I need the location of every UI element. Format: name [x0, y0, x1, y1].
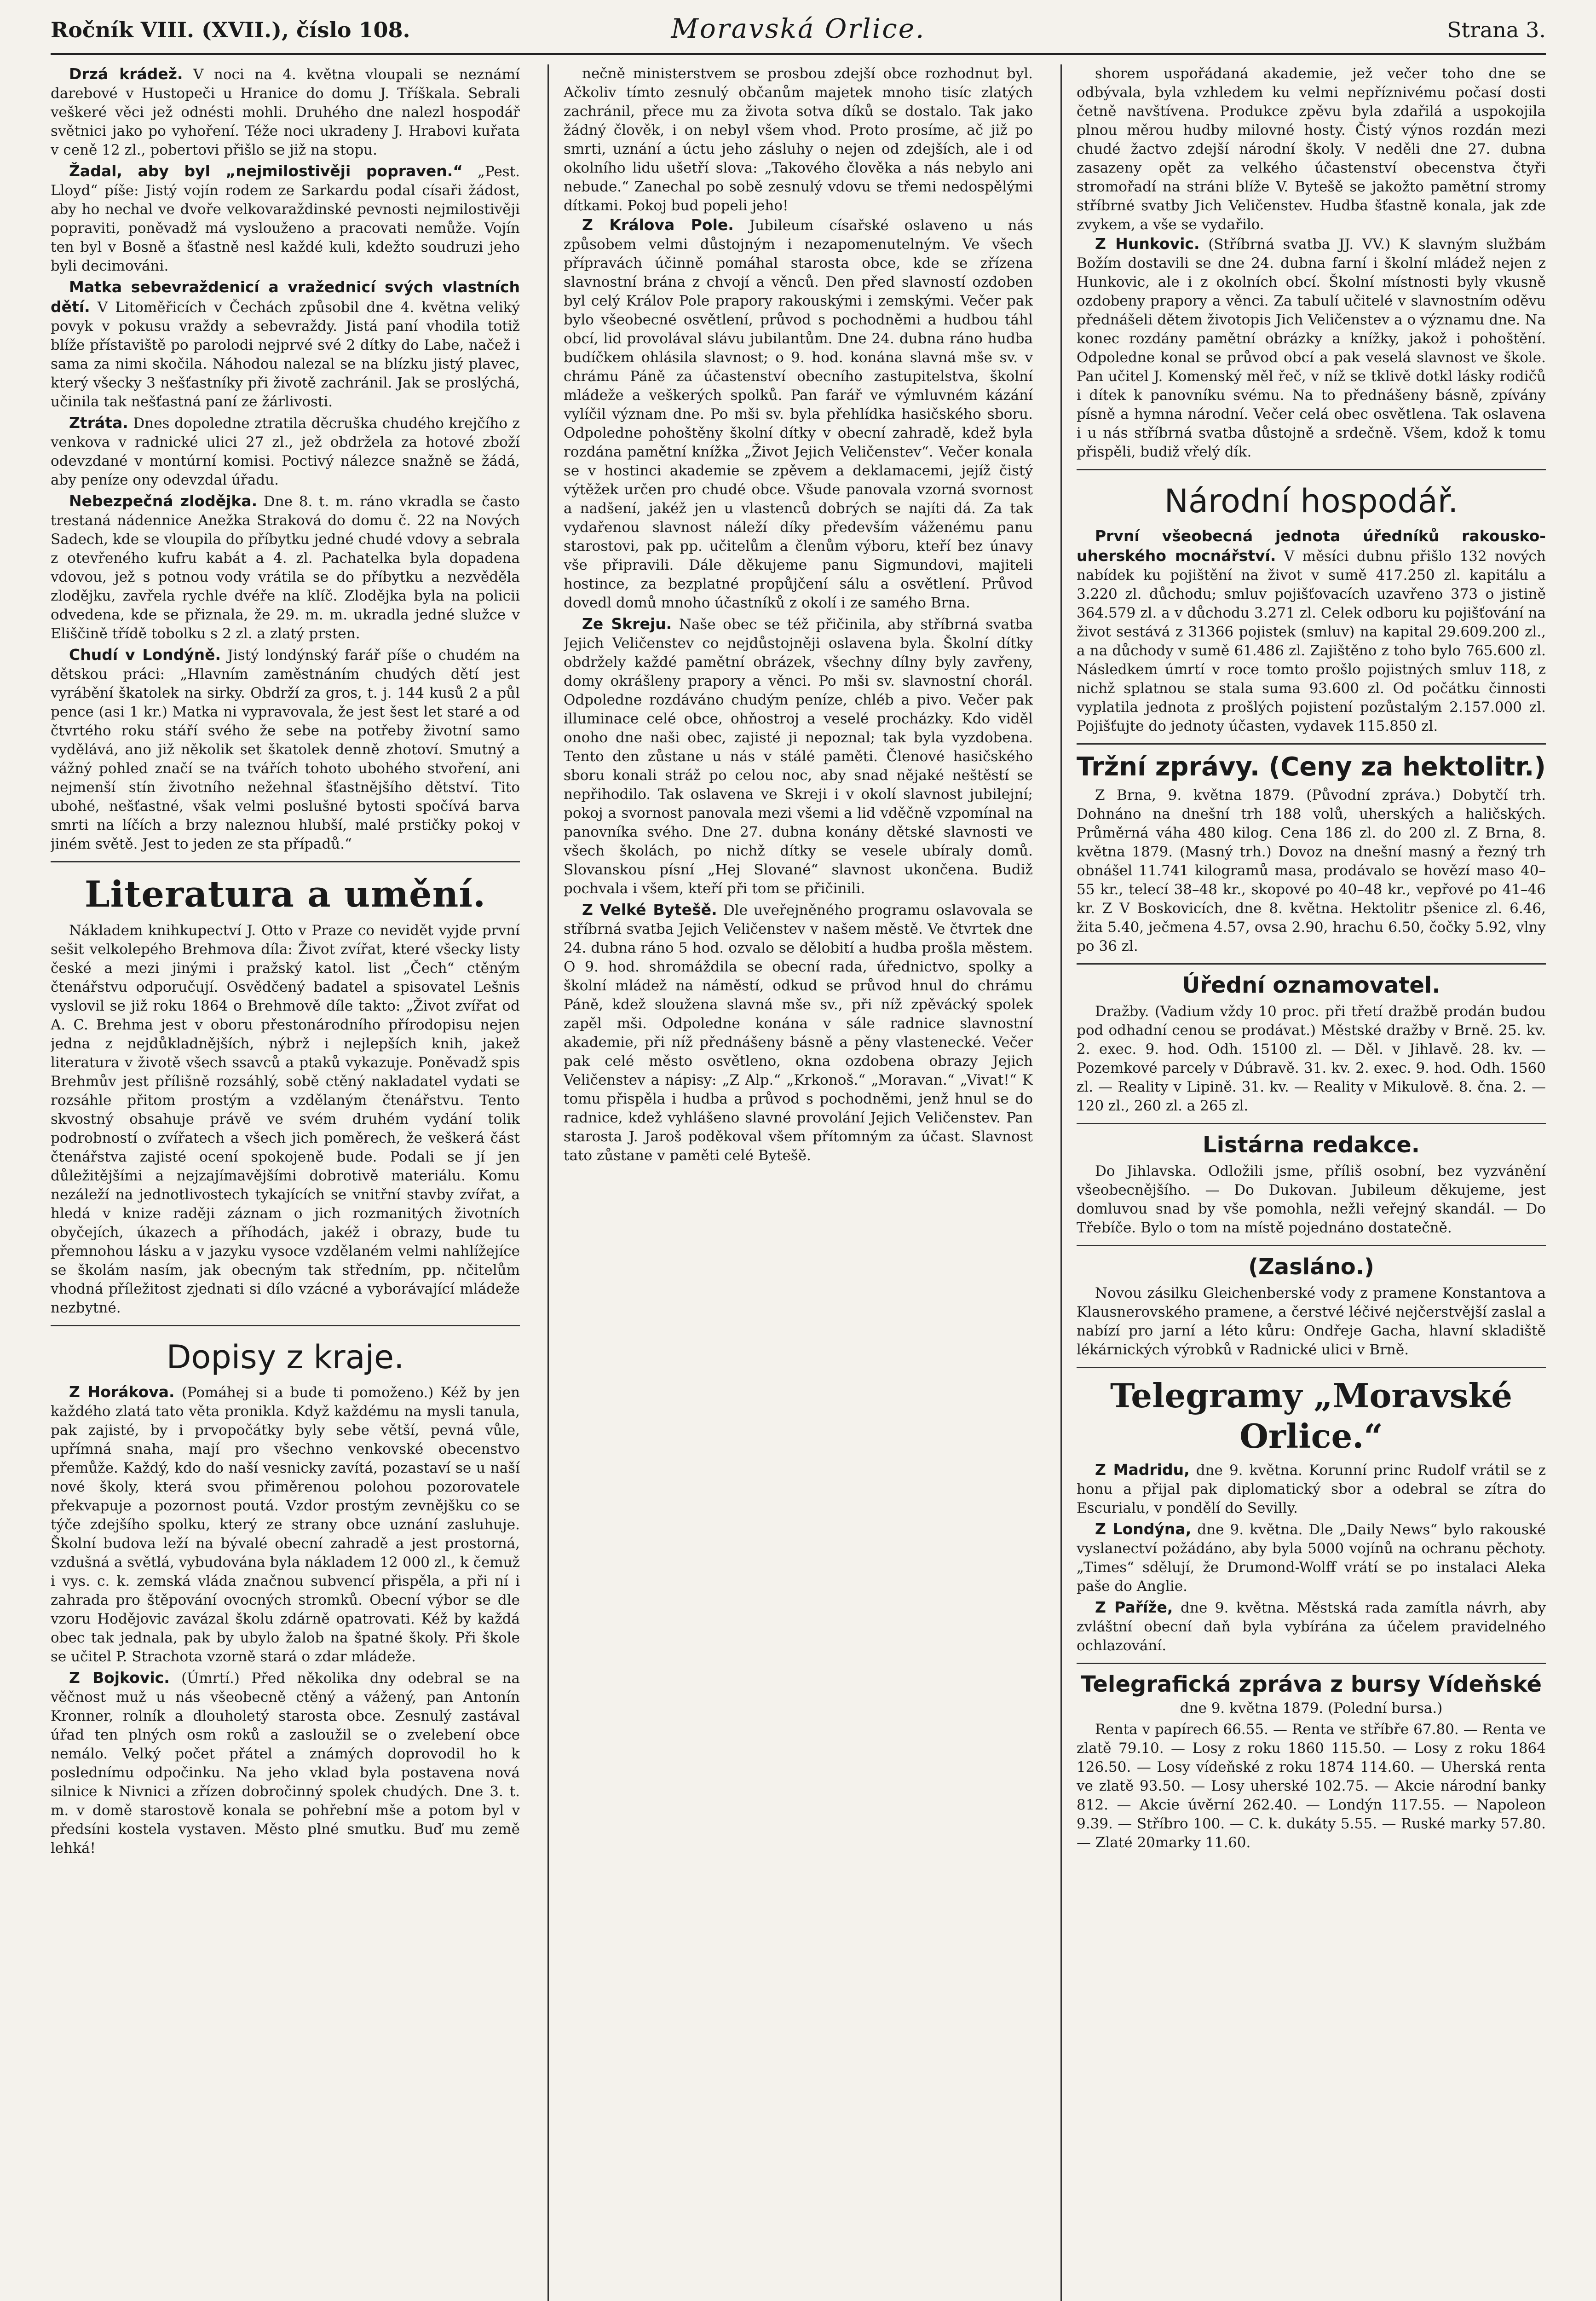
news-item-text: V Litoměřicích v Čechách způsobil dne 4. května veliký povyk v pokusu vraždy a sebevraždy. Jistá paní vhodila totiž blíže přístaviště po parolodi nejprvé své 2 dítky do Labe, načež i sama za nimi skočila. Náhodou nalezal se na blízku jistý plavec, který všecky 3 nešťastníky při životě zachránil. Jak se proslýchá, učinila tak nešťastná paní ze žárlivosti. — [51, 299, 520, 410]
editorial-mailbox-text: Do Jihlavska. Odložili jsme, příliš osobní, bez vyzvánění všeobecnějšího. — Do Dukovan. Jubileum děkujeme, jest domluvou snad by vše pomohla, nežli veřejný skandál. — Do Třebíče. Bylo o tom na místě pojednáno dostatečně. — [1077, 1163, 1546, 1236]
continued-text: shorem uspořádaná akademie, jež večer toho dne se odbývala, byla vzhledem ku velmi nepříznivému počasí dosti četně navštívena. Produkce zpěvu byla zdařilá a uspokojila plnou měrou hudby milovné hosty. Čistý výnos rozdán mezi chudé žactvo zdejší národní školy. V neděli dne 27. dubna zasazeny opět za velkého účastenství obecenstva čtyři stromořadí na stráni blíže V. Bytešě se jakožto pamětní stromy stříbrné svatby Jich Veličenstev. Hudba šťastně konala, jak zde zvykem, a vše se vydařilo. — [1077, 65, 1546, 233]
letter-text: Dle uveřejněného programu oslavovala se stříbrná svatba Jejich Veličenstev v našem městě. Ve čtvrtek dne 24. dubna ráno 5 hod. ozvalo se dělobití a hudba prošla městem. O 9. hod. shromáždila se obecní rada, úřednictvo, spolky a školní mládež na náměstí, odkud se průvod hnul do chrámu Páně, kdež sloužena slavná mše sv., při níž zpěvácký spolek zapěl mši. Odpoledne konána v sále radnice slavnostní akademie, při níž přednášeny básně a pěny vlastenecké. Večer pak celé město osvětleno, okna ozdobena obrazy Jejich Veličenstev a nápisy: „Z Alp.“ „Krkonoš.“ „Moravan.“ „Vivat!“ K tomu přispěla i hudba a průvod s pochodněmi, jenž hnul se do radnice, kdež vyhlášeno slavné provolání Jejich Veličenstev. Pan starosta J. Jaroš poděkoval všem přítomným za účast. Slavnost tato zůstane v paměti celé Bytešě. — [564, 902, 1033, 1164]
section-divider — [51, 861, 520, 862]
section-divider — [1077, 469, 1546, 470]
news-item-title: Nebezpečná zlodějka. — [69, 492, 258, 510]
letter-text: (Pomáhej si a bude ti pomoženo.) Kéž by jen každého zlatá tato věta pronikla. Když každému na mysli tanula, pak zajisté, by i prvopočátky byly sebe větší, pevná vůle, upřímná snaha, mají pro všechno venkovské obecenstvo přemůže. Každý, kdo do naší vesnicky zavítá, pozastaví se u naší nové školy, která svou přiměrenou polohou pozorovatele překvapuje a pozornost poutá. Vzdor prostým zevnějšku co se týče zdejšího spolku, který ze strany obce uznání zasluhuje. Školní budova leží na bývalé obecní zahradě a jest prostorná, vzdušná a světlá, vybudována byla nákladem 12 000 zl., k čemuž i vys. c. k. zemská vláda značnou subvencí přispěla, a při ní i zahrada pro štěpování ovocných stromků. Obecní výbor se dle vzoru Hodějovic zavázal školu zdárně opatrovati. Kéž by každá obec tak jednala, pak by ubylo žalob na špatné školy. Při škole se učitel P. Strachota vzorně stará o zdar mládeže. — [51, 1384, 520, 1665]
column-divider — [547, 64, 549, 2301]
news-item-title: Chudí v Londýně. — [69, 646, 221, 664]
letter-place: Ze Skreju. — [582, 615, 672, 633]
letter-text: Naše obec se též přičinila, aby stříbrná svatba Jejich Veličenstev co nejdůstojněji oslavena byla. Školní dítky obdržely každé pamětní obrázek, všechny dílny byly zavřeny, domy okrášleny prapory a věnci. Po mši sv. slavnostní chorál. Odpoledne rozdáváno chudým peníze, chléb a pivo. Večer pak illuminace celé obce, ohňostroj a veselé procházky. Kdo viděl onoho dne naši obec, zajisté ji nepoznal; tak byla vyzdobena. Tento den zůstane u nás v stálé paměti. Členové hasičského sboru konali stráž po celou noc, aby snad nějaké neštěstí se nepřihodilo. Tak oslavena ve Skreji i v okolí slavnost jubilejní; pokoj a svornost panovala mezi všemi a lid vděčně vzpomínal na panovníka svého. Dne 27. dubna konány dětské slavnosti ve všech školách, po nichž dítky se vesele ubíraly domů. Slovanskou písní „Hej Slované“ slavnost ukončena. Budiž pochvala i všem, kteří při tom se přičinili. — [564, 616, 1033, 897]
news-item — [51, 278, 520, 411]
continued-text: nečně ministerstvem se prosbou zdejší obce rozhodnut byl. Ačkoliv tímto zesnulý občanům majetek mnoho tisíc zlatých zachránil, přece mu za života sotva díků se dostalo. Tak jako žádný člověk, i on nebyl všem vhod. Proto prosíme, ač již po smrti, uznání a úctu jeho zásluhy o nejen od zdejších, ale i od okolního lidu ušetří slova: „Takového člověka a nás nebylo ani nebude.“ Zanechal po sobě zesnulý vdovu se třemi nedospělými dítkami. Pokoj bud popeli jeho! — [564, 65, 1033, 214]
telegram-place: Z Paříže, — [1095, 1598, 1173, 1616]
letter-place: Z Horákova. — [69, 1383, 175, 1401]
news-item — [51, 491, 520, 643]
column-1 — [51, 64, 520, 2301]
stock-exchange-date: dne 9. května 1879. (Polední bursa.) — [1180, 1700, 1443, 1717]
section-divider — [1077, 743, 1546, 745]
telegrams-title: Telegramy „Moravské Orlice.“ — [1110, 1376, 1513, 1456]
section-divider — [51, 1325, 520, 1326]
news-item-text: V noci na 4. května vloupali se neznámí darebové v Hustopeči u Hranice do domu J. Tříškala. Sebrali veškeré věci jež odnésti mohli. Druhého dne nalezl hospodář světnici jako po vyhoření. Téže noci ukradeny J. Hrabovi kuřata v ceně 12 zl., pobertovi přišlo se již na stopu. — [51, 66, 520, 158]
market-title: Tržní zprávy. (Ceny za hektolitr.) — [1077, 752, 1546, 782]
news-item-text: Dnes dopoledne ztratila děcruška chudého krejčího z venkova v radnické ulici 27 zl., jež obdržela za hotové zboží odevzdané v montúrní komisi. Poctivý nálezce snažně se žádá, aby peníze ony odevzdal úřadu. — [51, 415, 520, 488]
sent-in-title: (Zasláno.) — [1248, 1254, 1374, 1280]
editorial-mailbox-title: Listárna redakce. — [1202, 1132, 1420, 1158]
column-2 — [564, 64, 1033, 2301]
sent-in-text: Novou zásilku Gleichenberské vody z pramene Konstantova a Klausnerovského pramene, a čerstvé léčivé nejčerstvější zaslal a nabízí pro jarní a léto kůru: Ondřeje Gacha, hlavní skladiště lékárnických výrobků v Radnické ulici v Brně. — [1077, 1285, 1546, 1358]
news-item-text: Dne 8. t. m. ráno vkradla se často trestaná nádennice Anežka Straková do domu č. 22 na Nových Sadech, kde se vloupila do příbytku jedné chudé vdovy a sebrala z otevřeného kufru kabát a 4. zl. Pachatelka byla dopadena vdovou, jež s potnou vody vrátila se do příbytku a nezvěděla zlodějku, zavřela rychle dvéře na klíč. Zlodějka byla na policii odvedena, kde se přiznala, že 29. m. m. ukradla jedné služce v Eliščině třídě tobolku s 2 zl. a zlatý prsten. — [51, 493, 520, 642]
letter-text: (Úmrtí.) Před několika dny odebral se na věčnost muž u nás všeobecně ctěný a vážený, pan Antonín Kronner, rolník a dlouholetý starosta obce. Zesnulý zastával úřad ten plných osm roků a zasloužil se o zvelebení obce nemálo. Velký počet přátel a známých doprovodil ho k poslednímu odpočinku. Na jeho vklad byla postavena nová silnice k Nivnici a zřízen dobročinný spolek chudých. Dne 3. t. m. v domě starostově konala se pohřební mše a potom byl v předsíni kostela vystaven. Město plné smutku. Buď mu země lehká! — [51, 1670, 520, 1856]
news-item-title: Ztráta. — [69, 414, 128, 432]
letter-item — [564, 614, 1033, 898]
telegram-place: Z Madridu, — [1095, 1461, 1190, 1479]
newspaper-title: Moravská Orlice. — [671, 13, 926, 44]
letter-item — [1077, 234, 1546, 462]
section-divider — [1077, 963, 1546, 965]
news-item-title: Žadal, aby byl „nejmilostivěji popraven.“ — [69, 162, 463, 180]
news-item-title: Matka sebevraždenicí a vražednicí svých vlastních dětí. — [51, 278, 520, 316]
news-item-title: Drzá krádež. — [69, 65, 183, 83]
column-3 — [1077, 64, 1546, 2301]
stock-exchange-text: Renta v papírech 66.55. — Renta ve stříbře 67.80. — Renta ve zlatě 79.10. — Losy z roku 1860 115.50. — Losy z roku 1864 126.50. — Losy vídeňské z roku 1874 114.60. — Uherská renta ve zlatě 93.50. — Losy uherské 102.75. — Akcie národní banky 812. — Akcie úvěrní 262.40. — Londýn 117.55. — Napoleon 9.39. — Stříbro 100. — C. k. dukáty 5.55. — Ruské marky 57.80. — Zlaté 20marky 11.60. — [1077, 1721, 1546, 1851]
page-header — [51, 9, 1546, 55]
news-item — [51, 413, 520, 490]
letter-place: Z Králova Pole. — [582, 216, 734, 234]
section-divider — [1077, 1245, 1546, 1246]
official-notices-text: Dražby. (Vadium vždy 10 proc. při třetí dražbě prodán budou pod odhadní cenou se prodávat.) Městské dražby v Brně. 25. kv. 2. exec. 9. hod. Odh. 15100 zl. — Děl. v Jihlavě. 28. kv. — Pozemkové parcely v Dúbravě. 31. kv. 2. exec. 9. hod. Odh. 1560 zl. — Reality v Lipině. 31. kv. — Reality v Mikulově. 8. čna. 2. — 120 zl., 260 zl. a 265 zl. — [1077, 1003, 1546, 1114]
telegram-item — [1077, 1598, 1546, 1655]
letter-text: (Stříbrná svatba JJ. VV.) K slavným službám Božím dostavili se dne 24. dubna farní i školní mládež nejen z Hunkovic, ale i z okolních obcí. Školní místnosti byly vkusně ozdobeny prapory a věnci. Za tabulí učitelé v slavnostním oděvu přednášeli dětem životopis Jich Veličenstev a o významu dne. Na konec rozdány pamětní obrázky a knížky, jakož i pohoštění. Odpoledne konal se průvod obcí a pak veselá slavnost ve škole. Pan učitel J. Komenský měl řeč, v níž se tklivě dotkl lásky rodičů i dítek k panovníku svému. Na to přednášeny básně, zpívány písně a hymna národní. Večer celá obec osvětlena. Tak oslavena i u nás stříbrná svatba důstojně a srdečně. Všem, kdož k tomu přispěli, budiž vřelý dík. — [1077, 236, 1546, 460]
literature-text: Nákladem knihkupectví J. Otto v Praze co nevidět vyjde první sešit velkolepého Brehmova díla: Život zvířat, které všecky listy české a mezi jinými i pražský katol. list „Čech“ ctěným čtenářstvu odporučují. Osvědčený badatel a spisovatel Lešnis vyslovil se již roku 1864 o Brehmově díle takto: „Život zvířat od A. C. Brehma jest v oboru přestonárodního přírodopisu nejen jedna z nejdůkladnějších, nýbrž i nejlepších knih, jakež literatura v životě všech ssavců a ptaků vykazuje. Poněvadž spis Brehmův jest přílišně rozsáhlý, sobě ctěný nakladatel vydati se rozsáhle přitom prostým a vzdělaným čtenářstvu. Tento skvostný obsahuje právě ve svém druhém vydání tolik podrobností o zvířatech a všech jich poměrech, že veškerá část čtenářstva zajisté ocení spokojeně bude. Podali se jí jen důležitějšími a nejzajímavějšími dobrotivě materiálu. Komu nezáleží na jednotlivostech tykajících se vnitřní stavby zvířat, a hledá v knize raději záznam o jich rozmanitých životních obyčejích, úkazech a příhodách, jakéž i obrazy, bude tu přemnohou lásku a v jazyku vysoce vzdělaném velmi nahlížejíce se školám nasím, jak obecným tak středním, pp. nčitelům vhodná příležitost zjednati si dílo vzácné a vyborávající mládeže nezbytné. — [51, 922, 520, 1316]
news-item — [51, 645, 520, 854]
letter-place: Z Bojkovic. — [69, 1669, 170, 1687]
telegram-place: Z Londýna, — [1095, 1520, 1192, 1538]
section-divider — [1077, 1123, 1546, 1124]
letter-item — [51, 1668, 520, 1858]
letter-item — [564, 215, 1033, 613]
telegram-text: dne 9. května. Dle „Daily News“ bylo rakouské vyslanectví požádáno, aby byla 5000 vojínů na ochranu pěchoty. „Times“ sdělují, že Drumond-Wolff vrátí se po instalaci Aleka paše do Anglie. — [1077, 1521, 1546, 1595]
official-notices-title: Úřední oznamovatel. — [1182, 972, 1440, 998]
economy-lead: První všeobecná jednota úředníků rakousko-uherského mocnářství. — [1077, 527, 1546, 565]
stock-exchange-title: Telegrafická zpráva z bursy Vídeňské — [1080, 1671, 1542, 1697]
news-item-text: Jistý londýnský farář píše o chudém na dětskou práci: „Hlavním zaměstnáním chudých dětí jest vyrábění škatolek na sirky. Obdrží za gros, t. j. 144 kusů 2 a půl pence (asi 1 kr.) Matka ni vypravovala, že jest šest let staré a od čtvrtého roku stáří svého že sebe na potřeby životní samo vydělává, ano již několik set škatolek denně zhotoví. Smutný a vážný pohled značí se na tvářích tohoto ubohého stvoření, ani nejmenší stín životního nežehnal šťastnějšího dětství. Tito ubohé, nešťastné, však velmi poslušné bytosti spočívá barva smrti na líčích a brzy naleznou hlubší, malé prstičky pokoj v jiném světě. Jest to jeden ze sta případů.“ — [51, 647, 520, 852]
section-title-economy: Národní hospodář. — [1164, 482, 1458, 520]
section-title-letters: Dopisy z kraje. — [166, 1338, 404, 1376]
section-divider — [1077, 1663, 1546, 1664]
column-divider — [1060, 64, 1062, 2301]
news-item — [51, 162, 520, 276]
telegram-item — [1077, 1520, 1546, 1596]
section-title-literature: Literatura a umění. — [84, 873, 486, 915]
economy-text: V měsíci dubnu přišlo 132 nových nabídek ku pojištění na život v sumě 417.250 zl. kapitálu a 3.220 zl. důchodu; smluv pojišťovacích uzavřeno 373 o jistině 364.579 zl. a v důchodu 3.271 zl. Celek odboru ku pojišťování na život sestává z 31366 pojistek (smluv) na kapital 29.609.200 zl., a na důchody v sumě 61.486 zl. Zajištěno z toho bylo 765.600 zl. Následkem úmrtí v roce tomto prošlo pojistných smluv 118, z nichž splatnou se stala suma 93.600 zl. Od počátku činnosti vyplatila jednota z prošlých pojistení pozůstalým 2.157.000 zl. Pojišťujte do jednoty účasten, vydavek 115.850 zl. — [1077, 548, 1546, 734]
letter-text: Jubileum císařské oslaveno u nás způsobem velmi důstojným i nezapomenutelným. Ve všech přípravách účinně pomáhal starosta obce, kde se zřízena slavnostní brána z chvojí a věnců. Den před slavností ozdoben byl celý Králov Pole prapory rakouskými i zemskými. Večer pak bylo všeobecné osvětlení, průvod s pochodněmi a hudbou táhl obcí, lid provolával slávu jubilantům. Dne 24. dubna ráno hudba budíčkem ohlásila slavnost; o 9. hod. konána slavná mše sv. v chrámu Páně za účastenství obecního zastupitelstva, školní mládeže a veškerých spolků. Pan farář ve výmluvném kázání vylíčil význam dne. Po mši sv. byla přehlídka hasičského sboru. Odpoledne pohoštěny školní dítky v obecní zahradě, kdež byla rozdána pamětní knížka „Život Jejich Veličenstev“. Večer konala se v hostinci akademie se zpěvem a deklamacemi, jejíž čistý výtěžek určen pro chudé obce. Všude panovala vzorná svornost a nadšení, jakéž jen u vlastenců dobrých se najíti dá. Za tak vydařenou slavnost náleží díky především váženému panu starostovi, pak pp. učitelům a členům výboru, kteří bez únavy vše připravili. Dále děkujeme panu Sigmundovi, majiteli hostince, za bezplatné propůjčení sálu a osvětlení. Průvod dovedl domů mnoho účastníků z okolí i ze samého Brna. — [564, 217, 1033, 611]
letter-item — [51, 1382, 520, 1666]
letter-item — [564, 900, 1033, 1165]
telegram-item — [1077, 1460, 1546, 1518]
letter-place: Z Hunkovic. — [1095, 235, 1200, 253]
page-number: Strana 3. — [1447, 17, 1546, 42]
section-divider — [1077, 1367, 1546, 1368]
telegram-text: dne 9. května. Městská rada zamítla návrh, aby zvláštní obecní daň byla vybírána za účelem pravidelného ochlazování. — [1077, 1600, 1546, 1654]
news-item-text: „Pest. Lloyd“ píše: Jistý vojín rodem ze Sarkardu podal císaři žádost, aby ho nechal ve dvoře velkovaraždinské pevnosti nejmilostivěji popraviti, poněvadž má vyslouženo a pracovati nemůže. Vojín ten byl v Bosně a šťastně nesl každé kuli, kdežto soudruzi jeho byli decimováni. — [51, 163, 520, 274]
letter-place: Z Velké Bytešě. — [582, 901, 717, 919]
news-item — [51, 64, 520, 160]
market-text: Z Brna, 9. května 1879. (Původní zpráva.) Dobytčí trh. Dohnáno na dnešní trh 188 volů, uherských a haličských. Průměrná váha 480 kilog. Cena 186 zl. do 200 zl. Z Brna, 8. května 1879. (Masný trh.) Dovoz na dnešní masný a řezný trh obnášel 11.741 kilogramů masa, prodávalo se hovězí maso 40–55 kr., telecí 38–48 kr., skopové po 40–48 kr., vepřové po 41–46 kr. Z V Boskovicích, dne 8. května. Hektolitr pšenice zl. 6.46, žita 5.40, ječmena 4.57, ovsa 2.90, hrachu 6.50, čočky 5.92, vlny po 36 zl. — [1077, 787, 1546, 954]
issue-number: Ročník VIII. (XVII.), číslo 108. — [51, 17, 410, 42]
telegram-text: dne 9. května. Korunní princ Rudolf vrátil se z honu a přijal pak diplomatický sbor a odebral se zítra do Escurialu, v pondělí do Sevilly. — [1077, 1462, 1546, 1516]
